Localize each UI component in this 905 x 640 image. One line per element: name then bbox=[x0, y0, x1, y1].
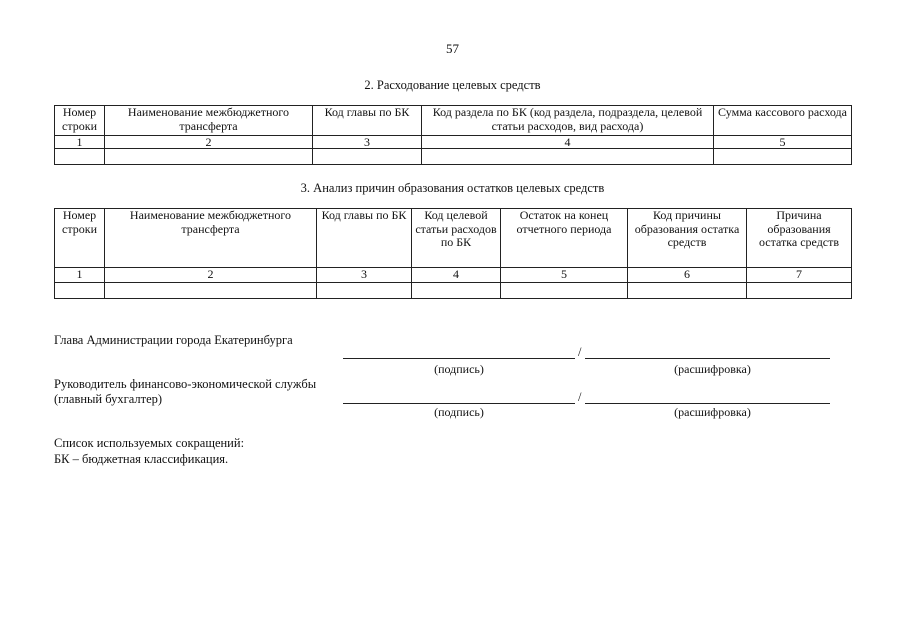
column-number: 2 bbox=[105, 136, 313, 149]
column-number: 6 bbox=[628, 268, 747, 283]
column-header: Причина образования остатка средств bbox=[747, 209, 852, 268]
head-of-administration-label: Глава Администрации города Екатеринбурга bbox=[54, 333, 293, 347]
table-header-row bbox=[55, 209, 852, 268]
slash-separator: / bbox=[578, 345, 582, 359]
table-cell bbox=[501, 283, 628, 299]
table-cell bbox=[55, 283, 105, 299]
section-3-table bbox=[54, 208, 852, 299]
table-cell bbox=[422, 149, 714, 165]
decoding-caption: (расшифровка) bbox=[674, 405, 751, 419]
column-header: Код главы по БК bbox=[313, 106, 422, 136]
slash-separator: / bbox=[578, 390, 582, 404]
column-number: 3 bbox=[317, 268, 412, 283]
decoding-caption: (расшифровка) bbox=[674, 362, 751, 376]
column-number: 7 bbox=[747, 268, 852, 283]
column-number: 3 bbox=[313, 136, 422, 149]
section-2-title: 2. Расходование целевых средств bbox=[364, 78, 541, 92]
column-header: Код главы по БК bbox=[317, 209, 412, 268]
column-number: 5 bbox=[501, 268, 628, 283]
column-number: 1 bbox=[55, 136, 105, 149]
signature-caption: (подпись) bbox=[434, 362, 484, 376]
page-number: 57 bbox=[446, 41, 459, 56]
abbreviation-item: БК – бюджетная классификация. bbox=[54, 452, 229, 466]
table-cell bbox=[313, 149, 422, 165]
table-header-row bbox=[55, 106, 852, 136]
section-2-table bbox=[54, 105, 852, 165]
table-cell bbox=[105, 283, 317, 299]
column-header: Код целевой статьи расходов по БК bbox=[412, 209, 501, 268]
column-number-row bbox=[55, 268, 852, 283]
column-number: 2 bbox=[105, 268, 317, 283]
table-cell bbox=[714, 149, 852, 165]
column-number: 1 bbox=[55, 268, 105, 283]
section-3-title: 3. Анализ причин образования остатков целевых средств bbox=[300, 181, 605, 195]
decoding-line bbox=[585, 358, 830, 359]
signature-line bbox=[343, 403, 575, 404]
finance-head-label: Руководитель финансово-экономической службы bbox=[54, 377, 317, 391]
table-row bbox=[55, 283, 852, 299]
table-cell bbox=[412, 283, 501, 299]
column-number-row bbox=[55, 136, 852, 149]
column-header: Номер строки bbox=[55, 209, 105, 268]
column-number: 4 bbox=[412, 268, 501, 283]
column-number: 4 bbox=[422, 136, 714, 149]
column-header: Код раздела по БК (код раздела, подраздела, целевой статьи расходов, вид расхода) bbox=[422, 106, 714, 136]
column-header: Сумма кассового расхода bbox=[714, 106, 852, 136]
signature-caption: (подпись) bbox=[434, 405, 484, 419]
column-header: Остаток на конец отчетного периода bbox=[501, 209, 628, 268]
table-cell bbox=[55, 149, 105, 165]
table-row bbox=[55, 149, 852, 165]
column-number: 5 bbox=[714, 136, 852, 149]
column-header: Наименование межбюджетного трансферта bbox=[105, 209, 317, 268]
table-cell bbox=[317, 283, 412, 299]
column-header: Номер строки bbox=[55, 106, 105, 136]
chief-accountant-label: (главный бухгалтер) bbox=[54, 392, 163, 406]
table-cell bbox=[747, 283, 852, 299]
column-header: Наименование межбюджетного трансферта bbox=[105, 106, 313, 136]
signature-line bbox=[343, 358, 575, 359]
decoding-line bbox=[585, 403, 830, 404]
table-cell bbox=[628, 283, 747, 299]
column-header: Код причины образования остатка средств bbox=[628, 209, 747, 268]
abbreviations-title: Список используемых сокращений: bbox=[54, 436, 245, 450]
table-cell bbox=[105, 149, 313, 165]
